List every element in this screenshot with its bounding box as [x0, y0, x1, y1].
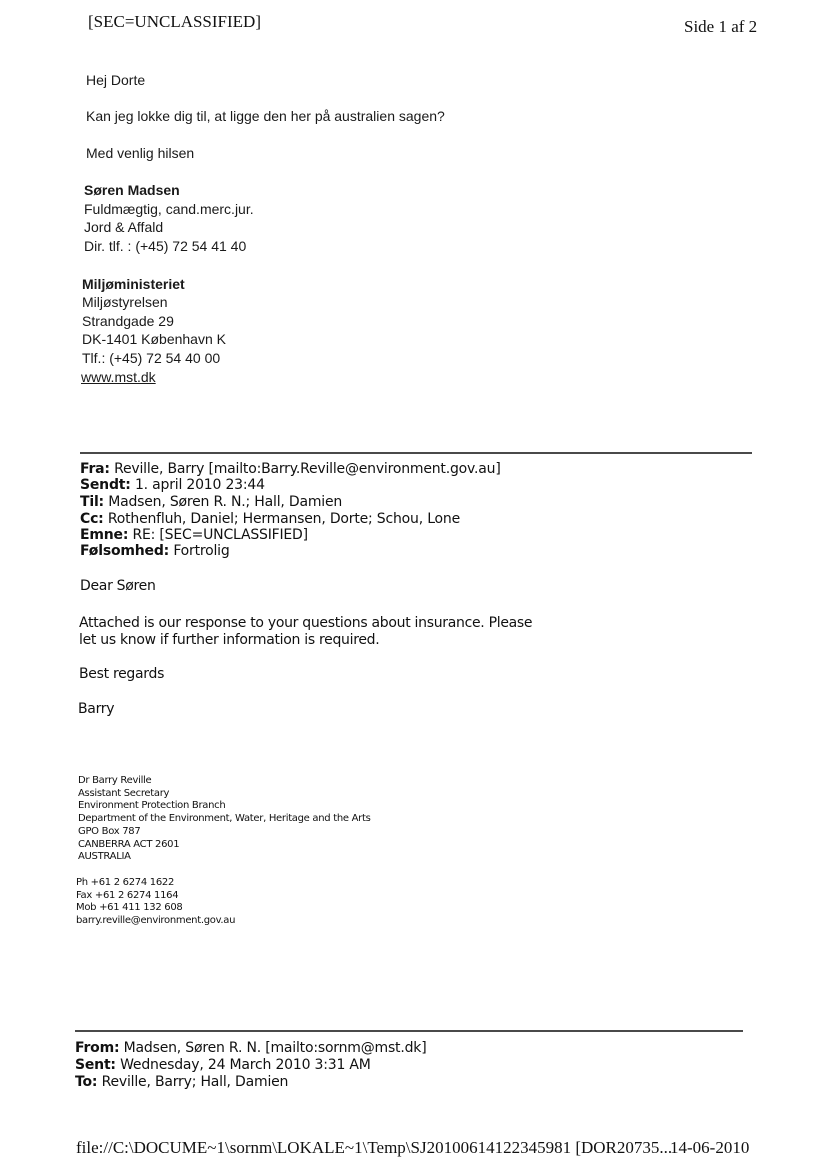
- subject-label: Emne:: [80, 527, 129, 543]
- sender-first-name: Barry: [78, 701, 115, 717]
- sent-value: Wednesday, 24 March 2010 3:31 AM: [120, 1057, 371, 1073]
- divider: [80, 452, 752, 454]
- sensitivity-label: Følsomhed:: [80, 543, 170, 559]
- signature-department: Department of the Environment, Water, Heritage and the Arts: [78, 813, 371, 825]
- signature-phone: Ph +61 2 6274 1622: [76, 877, 175, 888]
- signature-city: DK-1401 København K: [82, 331, 226, 347]
- from-row: [80, 461, 501, 477]
- classification-header: [SEC=UNCLASSIFIED]: [88, 12, 261, 31]
- signature-branch: Environment Protection Branch: [78, 800, 226, 812]
- to-row: [80, 494, 342, 510]
- signature-city: CANBERRA ACT 2601: [78, 838, 180, 850]
- to-label: To:: [75, 1074, 98, 1090]
- cc-row: [80, 511, 460, 527]
- signature-email: barry.reville@environment.gov.au: [76, 915, 236, 927]
- from-label: Fra:: [80, 461, 110, 477]
- signature-country: AUSTRALIA: [78, 851, 131, 863]
- from-value: Reville, Barry [mailto:Barry.Reville@environment.gov.au]: [114, 461, 501, 477]
- cc-value: Rothenfluh, Daniel; Hermansen, Dorte; Schou, Lone: [107, 511, 461, 527]
- divider: [75, 1030, 743, 1032]
- greeting: Hej Dorte: [86, 72, 146, 88]
- sent-label: Sent:: [75, 1057, 116, 1073]
- signature-name: Søren Madsen: [84, 182, 180, 198]
- signature-street: Strandgade 29: [82, 313, 174, 329]
- print-date: 14-06-2010: [670, 1138, 750, 1157]
- file-path: file://C:\DOCUME~1\sornm\LOKALE~1\Temp\SJ20100614122345981 [DOR20735...: [76, 1138, 673, 1157]
- greeting: Dear Søren: [80, 578, 156, 594]
- message-body-line: let us know if further information is required.: [79, 632, 380, 648]
- page-indicator: Side 1 af 2: [684, 17, 758, 36]
- sent-label: Sendt:: [80, 477, 131, 493]
- subject-row: [80, 527, 308, 543]
- message-body-line: Attached is our response to your questions about insurance. Please: [79, 615, 533, 631]
- signature-fax: Fax +61 2 6274 1164: [76, 889, 179, 901]
- signature-agency: Miljøstyrelsen: [82, 294, 168, 310]
- to-row: [75, 1074, 288, 1090]
- website-link[interactable]: www.mst.dk: [81, 369, 156, 385]
- signature-title: Assistant Secretary: [78, 787, 170, 799]
- message-body: Kan jeg lokke dig til, at ligge den her på australien sagen?: [86, 108, 445, 124]
- to-value: Madsen, Søren R. N.; Hall, Damien: [108, 494, 343, 510]
- sensitivity-value: Fortrolig: [173, 543, 230, 559]
- closing: Best regards: [79, 666, 165, 682]
- to-label: Til:: [80, 494, 104, 510]
- signature-org-name: Miljøministeriet: [82, 276, 185, 292]
- sent-value: 1. april 2010 23:44: [134, 477, 265, 493]
- signature-mobile: Mob +61 411 132 608: [76, 902, 183, 914]
- signature-title: Fuldmægtig, cand.merc.jur.: [84, 201, 254, 217]
- signature-org-phone: Tlf.: (+45) 72 54 40 00: [82, 350, 221, 366]
- signature-line: [78, 775, 370, 864]
- sent-row: [75, 1057, 371, 1073]
- signature-phone: Dir. tlf. : (+45) 72 54 41 40: [84, 238, 247, 254]
- from-value: Madsen, Søren R. N. [mailto:sornm@mst.dk]: [123, 1040, 427, 1056]
- signature-contact: [76, 877, 235, 928]
- signature-name: Dr Barry Reville: [78, 775, 152, 786]
- from-label: From:: [75, 1040, 120, 1056]
- subject-value: RE: [SEC=UNCLASSIFIED]: [132, 527, 308, 543]
- sensitivity-row: [80, 543, 230, 559]
- signature-department: Jord & Affald: [84, 219, 164, 235]
- sent-row: [80, 477, 265, 493]
- cc-label: Cc:: [80, 511, 104, 527]
- closing: Med venlig hilsen: [86, 145, 195, 161]
- from-row: [75, 1040, 426, 1056]
- signature-po-box: GPO Box 787: [78, 825, 141, 837]
- to-value: Reville, Barry; Hall, Damien: [101, 1074, 289, 1090]
